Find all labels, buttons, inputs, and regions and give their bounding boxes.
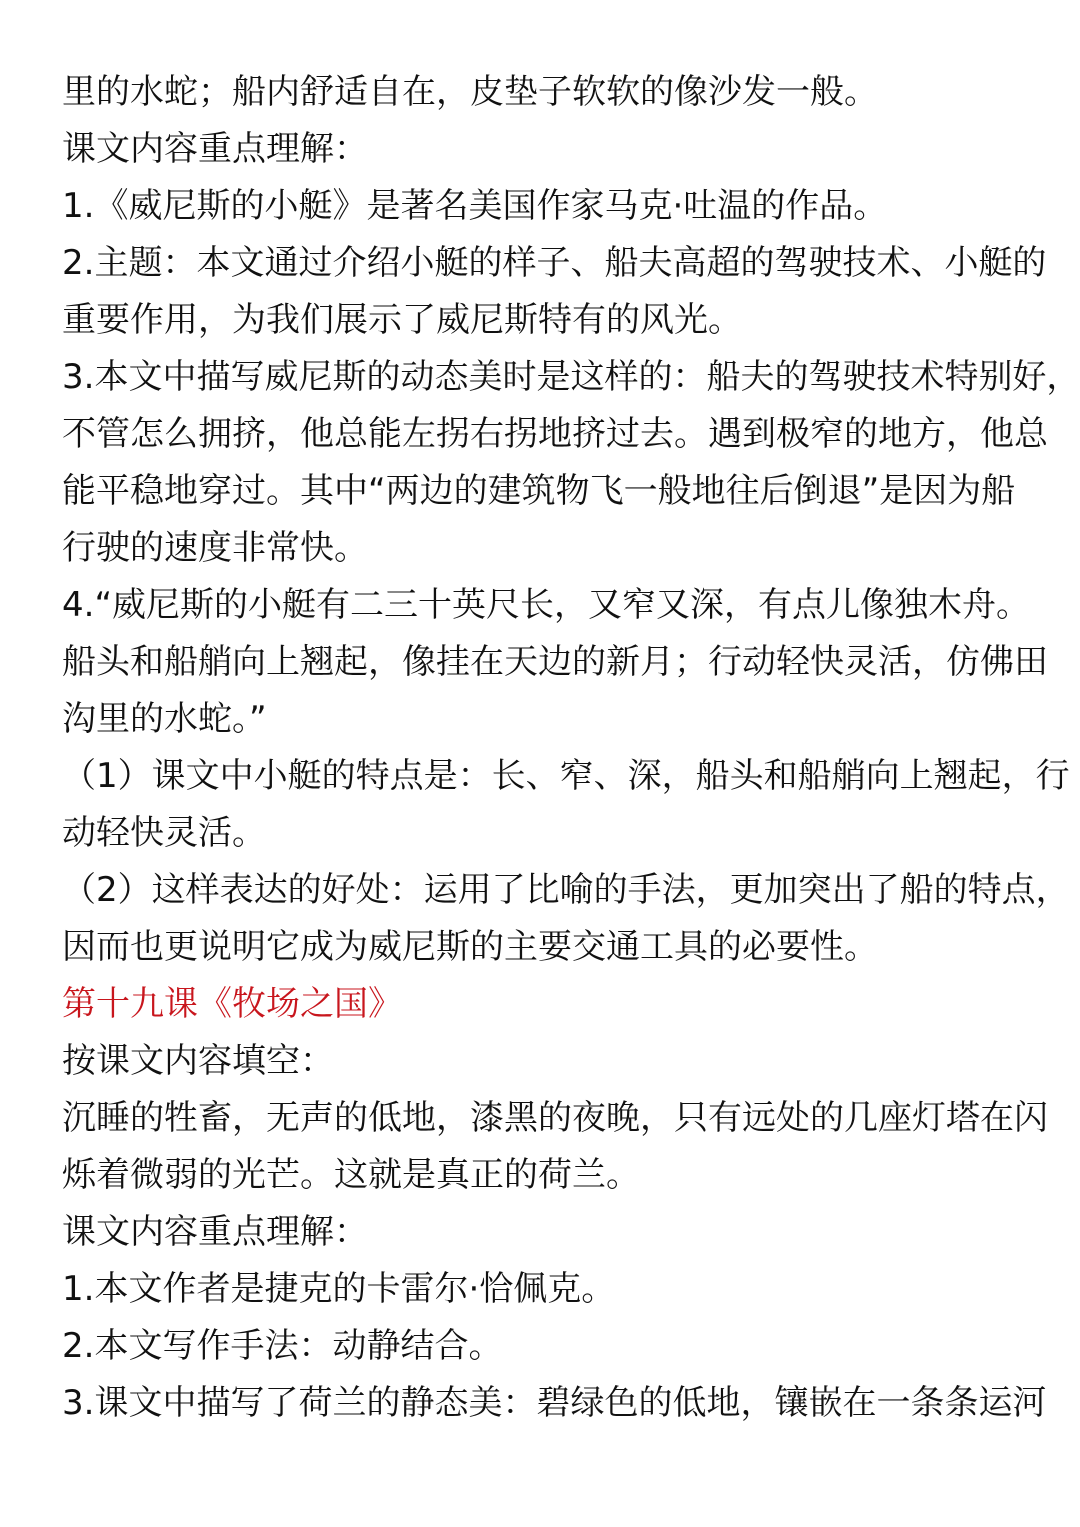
text-line: 里的水蛇；船内舒适自在，皮垫子软软的像沙发一般。 xyxy=(62,72,878,112)
text-line: 沉睡的牲畜，无声的低地，漆黑的夜晚，只有远处的几座灯塔在闪 xyxy=(62,1098,1048,1138)
text-line: 1.《威尼斯的小艇》是著名美国作家马克·吐温的作品。 xyxy=(62,186,888,226)
text-line: 2.本文写作手法：动静结合。 xyxy=(62,1326,503,1366)
text-line: 因而也更说明它成为威尼斯的主要交通工具的必要性。 xyxy=(62,927,878,967)
text-line: 不管怎么拥挤，他总能左拐右拐地挤过去。遇到极窄的地方，他总 xyxy=(62,414,1048,454)
text-line: 1.本文作者是捷克的卡雷尔·恰佩克。 xyxy=(62,1269,616,1309)
text-line: 动轻快灵活。 xyxy=(62,813,266,853)
text-line: 行驶的速度非常快。 xyxy=(62,528,368,568)
text-line: 3.课文中描写了荷兰的静态美：碧绿色的低地，镶嵌在一条条运河 xyxy=(62,1383,1047,1423)
text-line: （2）这样表达的好处：运用了比喻的手法，更加突出了船的特点， xyxy=(62,870,1070,910)
text-line: 能平稳地穿过。其中“两边的建筑物飞一般地往后倒退”是因为船 xyxy=(62,471,1016,511)
lesson-title: 第十九课《牧场之国》 xyxy=(62,984,402,1024)
text-line: 烁着微弱的光芒。这就是真正的荷兰。 xyxy=(62,1155,640,1195)
document-body xyxy=(62,64,1080,1432)
text-line: 4.“威尼斯的小艇有二三十英尺长，又窄又深，有点儿像独木舟。 xyxy=(62,585,1031,625)
text-line: 重要作用，为我们展示了威尼斯特有的风光。 xyxy=(62,300,742,340)
section-heading: 按课文内容填空： xyxy=(62,1041,334,1081)
section-heading: 课文内容重点理解： xyxy=(62,1212,368,1252)
text-line: 3.本文中描写威尼斯的动态美时是这样的：船夫的驾驶技术特别好， xyxy=(62,357,1080,397)
text-line: 2.主题：本文通过介绍小艇的样子、船夫高超的驾驶技术、小艇的 xyxy=(62,243,1047,283)
text-line: （1）课文中小艇的特点是：长、窄、深，船头和船艄向上翘起，行 xyxy=(62,756,1070,796)
text-line: 沟里的水蛇。” xyxy=(62,699,267,739)
text-line: 船头和船艄向上翘起，像挂在天边的新月；行动轻快灵活，仿佛田 xyxy=(62,642,1048,682)
section-heading: 课文内容重点理解： xyxy=(62,129,368,169)
